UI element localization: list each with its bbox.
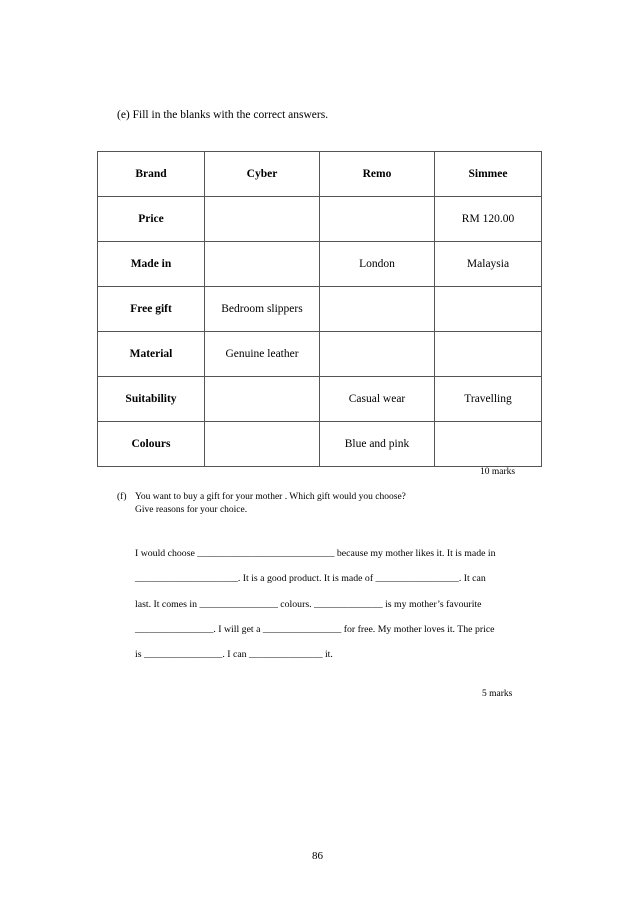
passage-line: last. It comes in ________________ colours. ______________ is my mother’s favourite <box>135 598 482 610</box>
table-cell: Travelling <box>435 377 542 422</box>
row-label-cell: Made in <box>98 242 205 287</box>
table-cell <box>435 287 542 332</box>
table-row <box>98 332 542 377</box>
table-cell <box>205 197 320 242</box>
table-cell <box>205 242 320 287</box>
table-cell: Malaysia <box>435 242 542 287</box>
table-cell: Bedroom slippers <box>205 287 320 332</box>
table-row <box>98 287 542 332</box>
table-cell <box>205 422 320 467</box>
table-row <box>98 197 542 242</box>
marks-e: 10 marks <box>480 467 516 477</box>
table-row <box>98 242 542 287</box>
table-header-cell: Remo <box>320 152 435 197</box>
question-f-line2: Give reasons for your choice. <box>135 505 248 515</box>
page-number: 86 <box>312 850 323 862</box>
row-label-cell: Price <box>98 197 205 242</box>
marks-f: 5 marks <box>482 689 513 699</box>
table-cell: London <box>320 242 435 287</box>
table-cell: Blue and pink <box>320 422 435 467</box>
table-row <box>98 377 542 422</box>
passage-line: ________________. I will get a ________________ for free. My mother loves it. The price <box>135 623 495 635</box>
table-cell <box>320 332 435 377</box>
table-row <box>98 422 542 467</box>
brand-comparison-table <box>97 151 542 467</box>
table-header-cell: Simmee <box>435 152 542 197</box>
table-header-cell: Cyber <box>205 152 320 197</box>
table-header-cell: Brand <box>98 152 205 197</box>
passage-line: I would choose ____________________________ because my mother likes it. It is made in <box>135 548 496 559</box>
question-f-number: (f) <box>117 492 127 502</box>
table-cell: Genuine leather <box>205 332 320 377</box>
table-header-row <box>98 152 542 197</box>
passage-line: _____________________. It is a good product. It is made of _________________. It can <box>135 573 486 585</box>
question-f-line1: You want to buy a gift for your mother . Which gift would you choose? <box>135 492 406 502</box>
row-label-cell: Free gift <box>98 287 205 332</box>
table-cell: Casual wear <box>320 377 435 422</box>
table-cell <box>320 287 435 332</box>
passage-line: is ________________. I can _______________ it. <box>135 649 333 661</box>
table-cell <box>205 377 320 422</box>
row-label-cell: Colours <box>98 422 205 467</box>
table-cell: RM 120.00 <box>435 197 542 242</box>
row-label-cell: Material <box>98 332 205 377</box>
table-cell <box>435 332 542 377</box>
table-cell <box>320 197 435 242</box>
table-cell <box>435 422 542 467</box>
question-e-instruction: (e) Fill in the blanks with the correct answers. <box>117 109 329 121</box>
fill-in-passage <box>135 541 545 667</box>
row-label-cell: Suitability <box>98 377 205 422</box>
question-f <box>117 491 406 517</box>
